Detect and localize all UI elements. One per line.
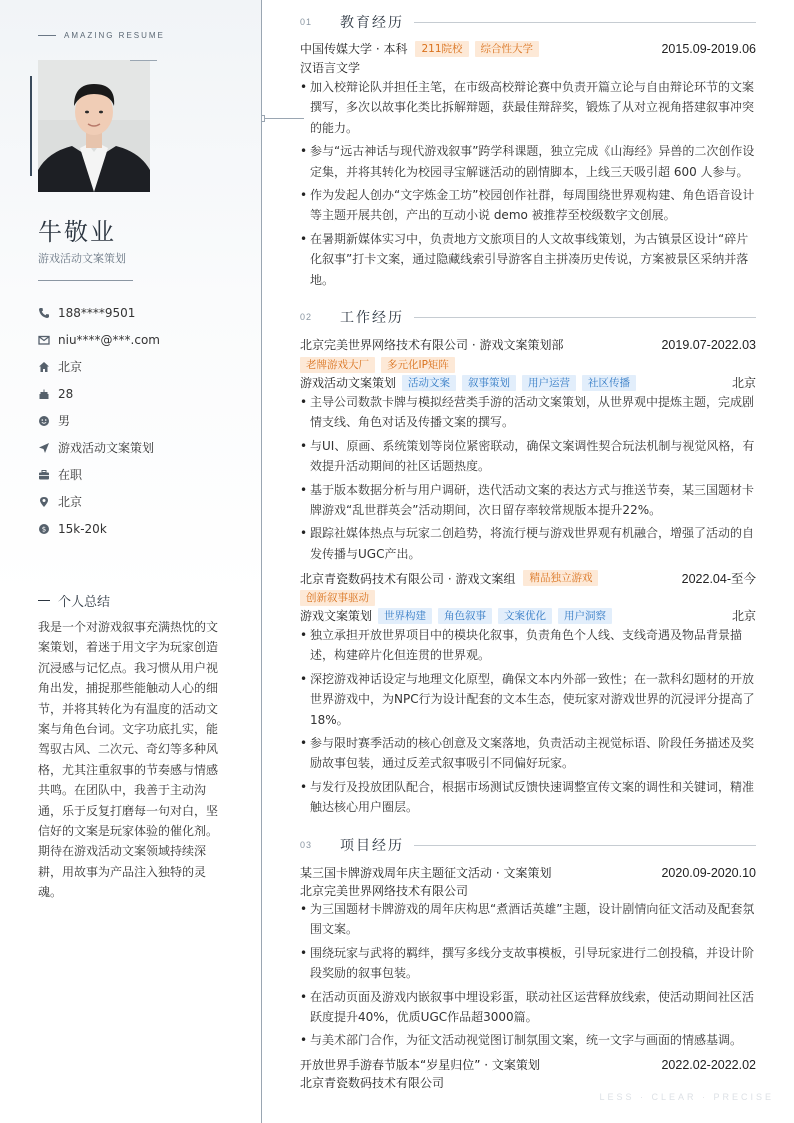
section-heading-education [300, 12, 756, 32]
skill-tag: 用户洞察 [558, 608, 612, 624]
divider-notch-marker [261, 115, 265, 122]
job-date: 2022.04-至今 [681, 572, 756, 586]
list-item: • 参与限时赛季活动的核心创意及文案落地，负责活动主视觉标语、阶段任务描述及奖励故事包装，通过反差式叙事吸引不同偏好玩家。 [300, 733, 756, 774]
skill-tag: 用户运营 [522, 375, 576, 391]
list-item: • 作为发起人创办“文字炼金工坊”校园创作社群，每周围绕世界观构建、角色语音设计等主题开展共创，产出的互动小说 demo 被推荐至校级数字文创展。 [300, 185, 756, 226]
list-item: • 跟踪社媒体热点与玩家二创趋势，将流行梗与游戏世界观有机融合，增强了活动的自发传播与UGC产出。 [300, 523, 756, 564]
home-icon [38, 361, 50, 373]
contact-salary [38, 515, 160, 542]
section-rule [414, 845, 756, 846]
job-company-tags [300, 590, 756, 606]
section-title: 项目经历 [340, 838, 404, 854]
smile-icon [38, 415, 50, 427]
photo-accent-bar [30, 76, 32, 176]
job-position-row [300, 607, 756, 624]
candidate-name: 牛敬业 [38, 218, 116, 246]
footer-watermark: LESS · CLEAR · PRECISE [599, 1092, 774, 1102]
photo-accent-line [130, 60, 157, 61]
section-number: 03 [300, 840, 313, 850]
job-company-tags [300, 357, 756, 373]
cake-icon [38, 388, 50, 400]
job-position: 游戏活动文案策划 [300, 376, 397, 390]
name-divider [38, 280, 133, 281]
contact-phone [38, 299, 160, 326]
section-title: 工作经历 [340, 310, 404, 326]
section-title: 教育经历 [340, 15, 404, 31]
project-date: 2020.09-2020.10 [661, 865, 756, 880]
section-rule [414, 22, 756, 23]
list-item: • 与发行及投放团队配合，根据市场测试反馈快速调整宣传文案的调性和关键词，精准触达核心用户圈层。 [300, 777, 756, 818]
list-item: • 与UI、原画、系统策划等岗位紧密联动，确保文案调性契合玩法机制与视觉风格，有效提升活动期间的社区话题热度。 [300, 436, 756, 477]
contact-status [38, 461, 160, 488]
svg-text:$: $ [41, 524, 47, 533]
company-tag: 多元化IP矩阵 [381, 357, 455, 373]
job-city: 北京 [731, 376, 756, 390]
contact-text: 男 [58, 414, 71, 428]
mail-icon [38, 334, 50, 346]
contact-age [38, 380, 160, 407]
contact-text: niu****@***.com [58, 332, 160, 347]
contact-home [38, 353, 160, 380]
project-header [300, 1056, 756, 1073]
project-name: 某三国卡牌游戏周年庆主题征文活动 · 文案策划 [300, 866, 552, 880]
job-company: 北京完美世界网络技术有限公司 · 游戏文案策划部 [300, 338, 564, 352]
company-tag: 老牌游戏大厂 [300, 357, 375, 373]
education-bullets [300, 77, 756, 293]
job-bullets [300, 392, 756, 567]
company-tag: 创新叙事驱动 [300, 590, 375, 606]
brand-line [38, 35, 56, 36]
send-icon [38, 442, 50, 454]
list-item: • 围绕玩家与武将的羁绊，撰写多线分支故事模板，引导玩家进行二创投稿，并设计阶段奖励的叙事包装。 [300, 943, 756, 984]
job-position: 游戏文案策划 [300, 609, 373, 623]
job-bullets [300, 625, 756, 821]
contact-target-role [38, 434, 160, 461]
job-position-row [300, 374, 756, 391]
contact-email [38, 326, 160, 353]
brand-text: AMAZING RESUME [64, 31, 165, 40]
skill-tag: 世界构建 [378, 608, 432, 624]
contact-text: 北京 [58, 360, 83, 374]
contact-list [38, 299, 160, 542]
contact-text: 游戏活动文案策划 [58, 441, 155, 455]
section-heading-projects [300, 835, 756, 855]
section-heading-work [300, 307, 756, 327]
list-item: • 主导公司数款卡牌与模拟经营类手游的活动文案策划，从世界观中提炼主题，完成剧情支线、角色对话及传播文案的撰写。 [300, 392, 756, 433]
project-company: 北京完美世界网络技术有限公司 [300, 884, 469, 898]
project-company: 北京青瓷数码技术有限公司 [300, 1076, 445, 1090]
skill-tag: 叙事策划 [462, 375, 516, 391]
list-item: • 基于版本数据分析与用户调研，迭代活动文案的表达方式与推送节奏，某三国题材卡牌游戏“乱世群英会”活动期间，次日留存率较常规版本提升22%。 [300, 480, 756, 521]
candidate-role: 游戏活动文案策划 [38, 252, 126, 265]
school-tag: 211院校 [415, 41, 468, 57]
section-number: 02 [300, 312, 313, 322]
section-number: 01 [300, 17, 313, 27]
sidebar [0, 0, 262, 1123]
list-item: • 与美术部门合作，为征文活动视觉图订制氛围文案，统一文字与画面的情感基调。 [300, 1030, 756, 1050]
school-tag: 综合性大学 [475, 41, 540, 57]
school-name: 中国传媒大学 · 本科 [300, 42, 408, 56]
job-date: 2019.07-2022.03 [661, 337, 756, 352]
contact-text: 在职 [58, 468, 83, 482]
job-company: 北京青瓷数码技术有限公司 · 游戏文案组 [300, 571, 516, 586]
contact-text: 28 [58, 386, 74, 401]
briefcase-icon [38, 469, 50, 481]
list-item: • 加入校辩论队并担任主笔，在市级高校辩论赛中负责开篇立论与自由辩论环节的文案撰写，多次以故事化类比拆解辩题，获最佳辩辞奖，锻炼了从对立视角搭建叙事冲突的能力。 [300, 77, 756, 138]
location-pin-icon [38, 496, 50, 508]
job-header [300, 569, 756, 587]
contact-gender [38, 407, 160, 434]
education-header [300, 40, 756, 57]
summary-dash [38, 600, 50, 601]
main-content [262, 0, 794, 1123]
section-rule [414, 317, 756, 318]
summary-heading [38, 591, 110, 610]
education-date: 2015.09-2019.06 [661, 41, 756, 56]
skill-tag: 文案优化 [498, 608, 552, 624]
list-item: • 参与“远古神话与现代游戏叙事”跨学科课题，独立完成《山海经》异兽的二次创作设定集，并将其转化为校园寻宝解谜活动的剧情脚本，上线三天吸引超 600 人参与。 [300, 141, 756, 182]
list-item: • 独立承担开放世界项目中的模块化叙事，负责角色个人线、支线奇遇及物品背景描述，构建碎片化但连贯的世界观。 [300, 625, 756, 666]
company-tag: 精品独立游戏 [523, 570, 598, 586]
contact-target-city [38, 488, 160, 515]
skill-tag: 社区传播 [582, 375, 636, 391]
phone-icon [38, 307, 50, 319]
project-date: 2022.02-2022.02 [661, 1057, 756, 1072]
photo-frame [38, 60, 150, 192]
contact-text: 188****9501 [58, 305, 136, 320]
brand [38, 31, 165, 40]
project-name: 开放世界手游春节版本“岁星归位” · 文案策划 [300, 1058, 540, 1072]
list-item: • 在活动页面及游戏内嵌叙事中埋设彩蛋，联动社区运营释放线索，使活动期间社区活跃度提升40%，优质UGC作品超3000篇。 [300, 987, 756, 1028]
salary-icon [38, 523, 50, 535]
skill-tag: 角色叙事 [438, 608, 492, 624]
skill-tag: 活动文案 [402, 375, 456, 391]
project-header [300, 864, 756, 881]
summary-title: 个人总结 [58, 595, 111, 610]
list-item: • 为三国题材卡牌游戏的周年庆构思“煮酒话英雄”主题，设计剧情向征文活动及配套氛围文案。 [300, 899, 756, 940]
job-city: 北京 [731, 609, 756, 623]
project-bullets [300, 899, 756, 1054]
contact-text: 北京 [58, 495, 83, 509]
avatar [38, 60, 150, 192]
divider-notch-line [262, 118, 304, 119]
job-header [300, 336, 756, 353]
education-major: 汉语言文学 [300, 61, 361, 75]
list-item: • 深挖游戏神话设定与地理文化原型，确保文本内外部一致性；在一款科幻题材的开放世界游戏中，为NPC行为设计配套的文本生态，使玩家对游戏世界的沉浸评分提高了18%。 [300, 669, 756, 730]
contact-text: 15k-20k [58, 521, 107, 536]
summary-text: 我是一个对游戏叙事充满热忱的文案策划，着迷于用文字为玩家创造沉浸感与记忆点。我习惯从用户视角出发，捕捉那些能触动人心的细节，并将其转化为有温度的活动文案与角色台词。文字功底扎实，能驾驭古风、二次元、奇幻等多种风格，尤其注重叙事的节奏感与情感共鸣。在团队中，我善于主动沟通，乐于反复打磨每一句对白，坚信好的文案是玩家体验的催化剂。期待在游戏活动文案领域持续深耕，用故事为产品注入独特的灵魂。 [38, 620, 219, 900]
list-item: • 在暑期新媒体实习中，负责地方文旅项目的人文故事线策划，为古镇景区设计“碎片化叙事”打卡文案，通过隐藏线索引导游客自主拼凑历史传说，方案被景区采纳并落地。 [300, 229, 756, 290]
